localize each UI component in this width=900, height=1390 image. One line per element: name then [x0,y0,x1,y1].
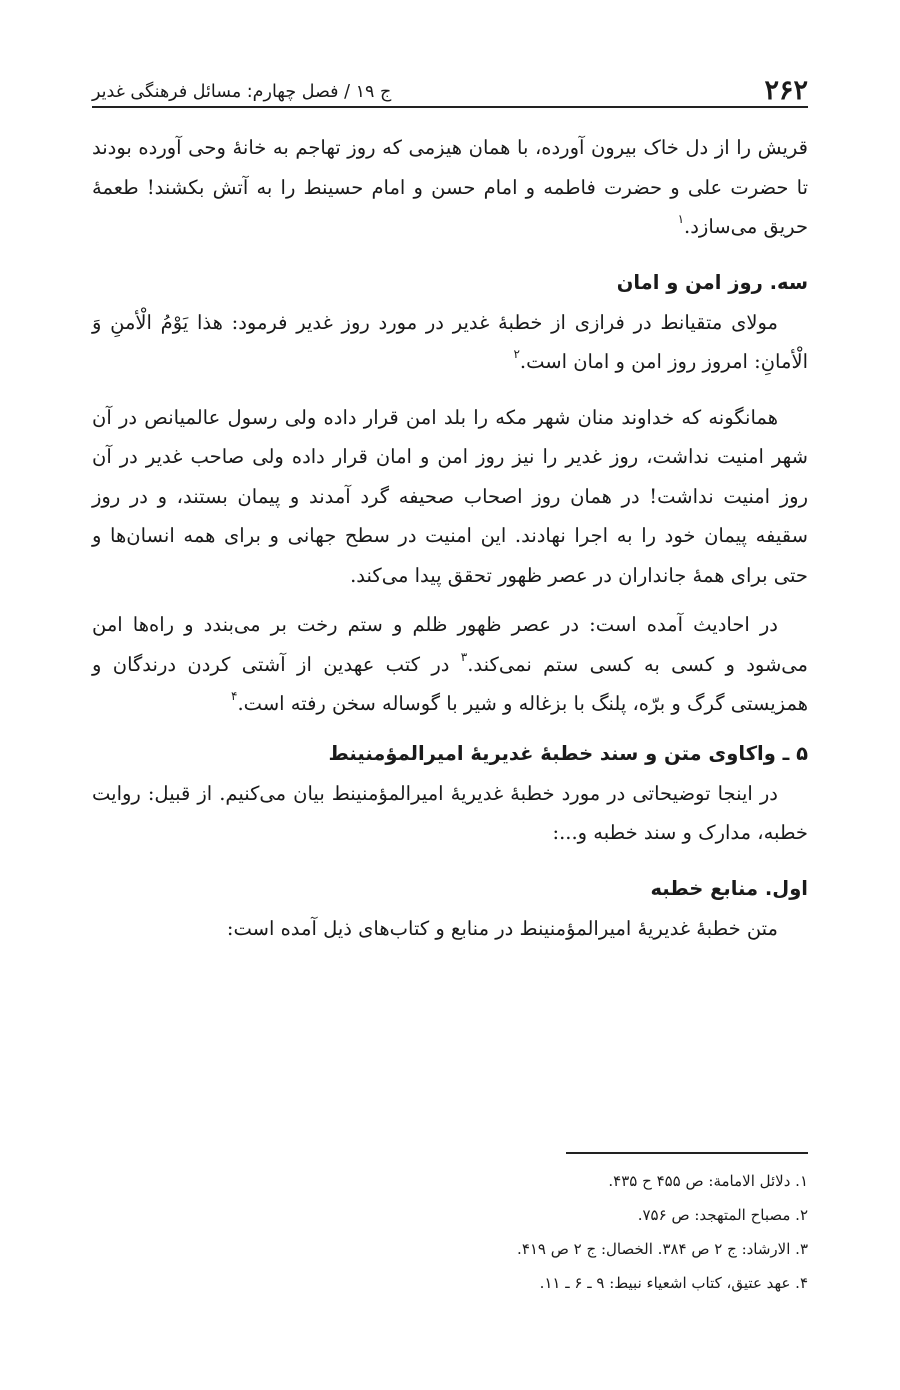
section-heading-sources: اول. منابع خطبه [650,876,808,900]
page-body [92,128,808,948]
footnote-1: ۱. دلائل الامامة: ص ۴۵۵ ح ۴۳۵. [608,1172,808,1190]
section-heading-amn: سه. روز امن و امان [616,270,808,294]
running-head: ج ۱۹ / فصل چهارم: مسائل فرهنگی غدیر [92,81,392,102]
page [92,60,808,948]
section-heading-5: ۵ ـ واکاوی متن و سند خطبهٔ غدیریهٔ امیرالمؤمنینط [328,741,808,765]
paragraph-1-text: قریش را از دل خاک بیرون آورده، با همان هیزمی که روز تهاجم به خانهٔ وحی آورده بودند تا حضرت علی و حضرت فاطمه و امام حسن و امام حسینط را به آتش بکشند! طعمهٔ حریق می‌سازد. [92,136,808,238]
footnote-4: ۴. عهد عتیق، کتاب اشعیاء نبیط: ۹ ـ ۶ ـ ۱۱. [539,1274,808,1292]
footnote-2: ۲. مصباح المتهجد: ص ۷۵۶. [637,1206,808,1224]
footnote-divider [566,1152,808,1154]
paragraph-1 [92,128,808,247]
footnote-ref-2: ۲ [513,347,520,361]
paragraph-4-text-b: در کتب عهدین از آشتی کردن درندگان و همزیستی گرگ و برّه، پلنگ با بزغاله و شیر با گوساله سخن رفته است. [92,652,808,715]
footnotes [92,1152,808,1300]
paragraph-4-text-a: در احادیث آمده است: در عصر ظهور ظلم و ستم رخت بر می‌بندد و راه‌ها امن می‌شود و کسی به کسی ستم نمی‌کند. [92,613,808,676]
paragraph-4 [92,605,808,724]
footnote-3: ۳. الارشاد: ج ۲ ص ۳۸۴. الخصال: ج ۲ ص ۴۱۹. [517,1240,808,1258]
page-number: ۲۶۲ [764,75,808,106]
page-header [92,60,808,108]
footnote-ref-1: ۱ [677,212,685,226]
paragraph-6: متن خطبهٔ غدیریهٔ امیرالمؤمنینط در منابع و کتاب‌های ذیل آمده است: [226,916,778,940]
paragraph-5: در اینجا توضیحاتی در مورد خطبهٔ غدیریهٔ امیرالمؤمنینط بیان می‌کنیم. از قبیل: روایت خطبه، مدارک و سند خطبه و...: [92,781,808,844]
paragraph-2 [92,303,808,382]
footnote-ref-4: ۴ [231,689,238,703]
paragraph-3: همانگونه که خداوند منان شهر مکه را بلد امن قرار داده ولی رسول عالمیانص در آن شهر امنیت نداشت، روز غدیر را نیز روز امن و امان قرار داده ولی صاحب غدیر در آن روز امنیت نداشت! در همان روز اصحاب صحیفه گرد آمدند و پیمان بستند، و در روز سقیفه پیمان خود را به اجرا نهادند. این امنیت در سطح جهانی و برای همه انسان‌ها و حتی برای همهٔ جانداران در عصر ظهور تحقق پیدا می‌کند. [92,405,808,587]
paragraph-2-text: مولای متقیانط در فرازی از خطبهٔ غدیر در مورد روز غدیر فرمود: هذا یَوْمُ الْأمنِ وَ الْأمانِ: امروز روز امن و امان است. [92,310,808,373]
footnote-ref-3: ۳ [460,649,468,664]
